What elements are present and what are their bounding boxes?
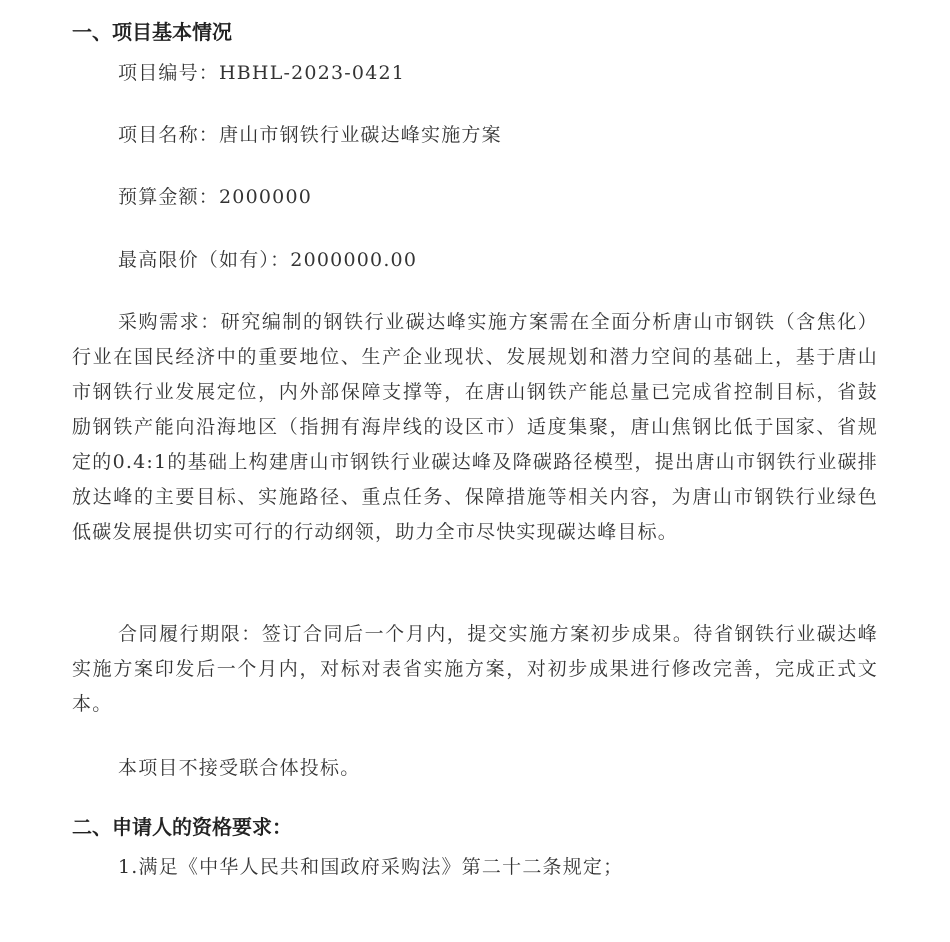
project-number: 项目编号：HBHL-2023-0421 — [118, 62, 406, 84]
consortium-note: 本项目不接受联合体投标。 — [118, 757, 361, 779]
section-heading-qualifications: 二、申请人的资格要求： — [72, 815, 292, 839]
procurement-requirements: 采购需求：研究编制的钢铁行业碳达峰实施方案需在全面分析唐山市钢铁（含焦化）行业在国民经济中的重要地位、生产企业现状、发展规划和潜力空间的基础上，基于唐山市钢铁行业发展定位，内外部保障支撑等，在唐山钢铁产能总量已完成省控制目标，省鼓励钢铁产能向沿海地区（指拥有海岸线的设区市）适度集聚，唐山焦钢比低于国家、省规定的0.4:1的基础上构建唐山市钢铁行业碳达峰及降碳路径模型，提出唐山市钢铁行业碳排放达峰的主要目标、实施路径、重点任务、保障措施等相关内容，为唐山市钢铁行业绿色低碳发展提供切实可行的行动纲领，助力全市尽快实现碳达峰目标。 — [72, 311, 878, 543]
section-heading-basic-info: 一、项目基本情况 — [72, 20, 232, 44]
project-name: 项目名称：唐山市钢铁行业碳达峰实施方案 — [118, 124, 502, 146]
qualification-item-1: 1.满足《中华人民共和国政府采购法》第二十二条规定； — [118, 856, 624, 878]
budget-amount: 预算金额：2000000 — [118, 186, 313, 208]
max-price: 最高限价（如有）：2000000.00 — [118, 249, 418, 271]
contract-period: 合同履行期限：签订合同后一个月内，提交实施方案初步成果。待省钢铁行业碳达峰实施方案印发后一个月内，对标对表省实施方案，对初步成果进行修改完善，完成正式文本。 — [72, 623, 878, 715]
